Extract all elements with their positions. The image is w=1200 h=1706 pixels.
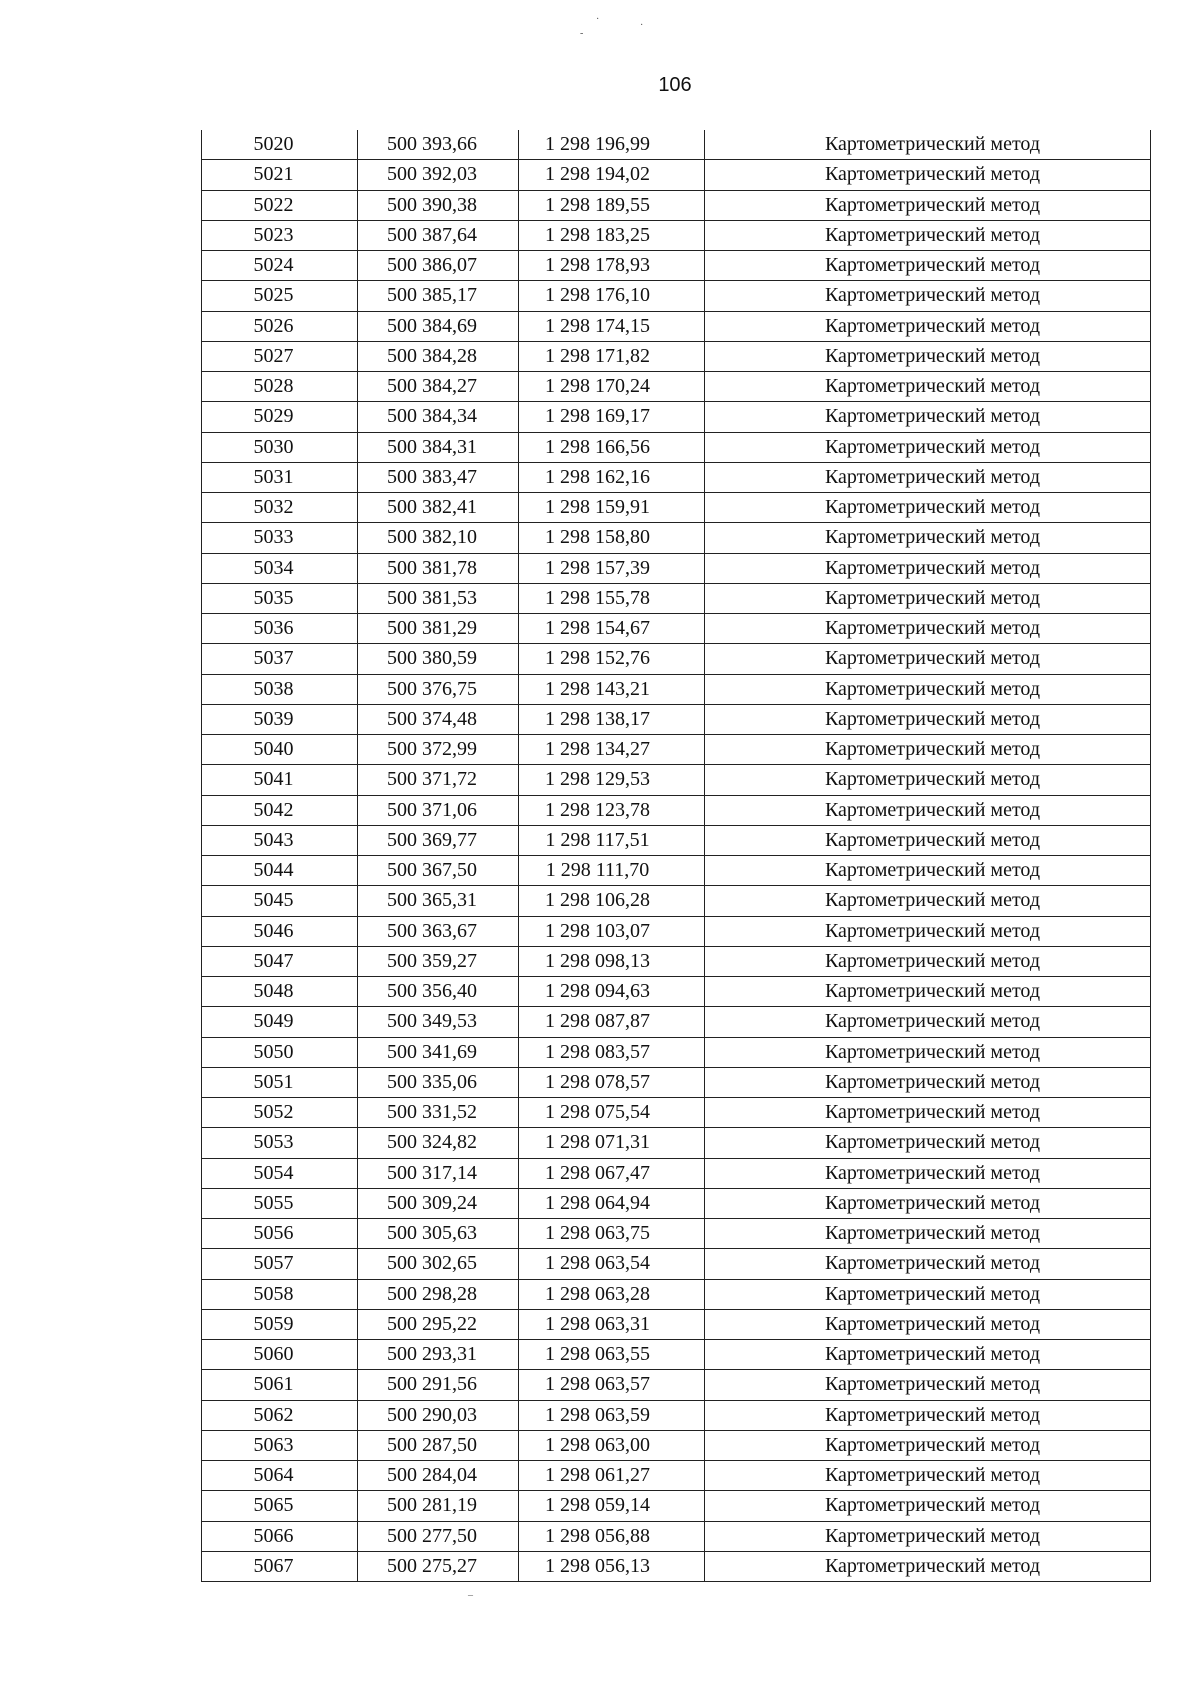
point-number-cell: 5046 (202, 916, 358, 946)
point-number-cell: 5022 (202, 190, 358, 220)
method-cell: Картометрический метод (705, 462, 1151, 492)
point-number-cell: 5041 (202, 765, 358, 795)
method-cell: Картометрический метод (705, 1309, 1151, 1339)
x-coordinate-cell: 500 383,47 (358, 462, 519, 492)
method-cell: Картометрический метод (705, 523, 1151, 553)
y-coordinate-cell: 1 298 063,31 (519, 1309, 705, 1339)
x-coordinate-cell: 500 380,59 (358, 644, 519, 674)
table-row (202, 1279, 1151, 1309)
point-number-cell: 5030 (202, 432, 358, 462)
x-coordinate-cell: 500 381,53 (358, 583, 519, 613)
y-coordinate-cell: 1 298 169,17 (519, 402, 705, 432)
x-coordinate-cell: 500 290,03 (358, 1400, 519, 1430)
point-number-cell: 5064 (202, 1461, 358, 1491)
x-coordinate-cell: 500 341,69 (358, 1037, 519, 1067)
y-coordinate-cell: 1 298 094,63 (519, 977, 705, 1007)
x-coordinate-cell: 500 371,72 (358, 765, 519, 795)
method-cell: Картометрический метод (705, 1521, 1151, 1551)
y-coordinate-cell: 1 298 061,27 (519, 1461, 705, 1491)
method-cell: Картометрический метод (705, 1370, 1151, 1400)
method-cell: Картометрический метод (705, 1067, 1151, 1097)
table-row (202, 644, 1151, 674)
y-coordinate-cell: 1 298 056,13 (519, 1551, 705, 1581)
table-row (202, 946, 1151, 976)
point-number-cell: 5058 (202, 1279, 358, 1309)
method-cell: Картометрический метод (705, 614, 1151, 644)
point-number-cell: 5061 (202, 1370, 358, 1400)
y-coordinate-cell: 1 298 138,17 (519, 704, 705, 734)
method-cell: Картометрический метод (705, 977, 1151, 1007)
method-cell: Картометрический метод (705, 160, 1151, 190)
method-cell: Картометрический метод (705, 704, 1151, 734)
point-number-cell: 5054 (202, 1158, 358, 1188)
y-coordinate-cell: 1 298 157,39 (519, 553, 705, 583)
y-coordinate-cell: 1 298 129,53 (519, 765, 705, 795)
method-cell: Картометрический метод (705, 946, 1151, 976)
x-coordinate-cell: 500 384,28 (358, 341, 519, 371)
point-number-cell: 5067 (202, 1551, 358, 1581)
coordinates-table (201, 130, 1151, 1582)
table-row (202, 190, 1151, 220)
table-row (202, 674, 1151, 704)
x-coordinate-cell: 500 363,67 (358, 916, 519, 946)
method-cell: Картометрический метод (705, 765, 1151, 795)
x-coordinate-cell: 500 277,50 (358, 1521, 519, 1551)
point-number-cell: 5031 (202, 462, 358, 492)
method-cell: Картометрический метод (705, 583, 1151, 613)
point-number-cell: 5052 (202, 1098, 358, 1128)
method-cell: Картометрический метод (705, 1400, 1151, 1430)
x-coordinate-cell: 500 387,64 (358, 220, 519, 250)
scan-speck: · (596, 14, 600, 25)
y-coordinate-cell: 1 298 189,55 (519, 190, 705, 220)
method-cell: Картометрический метод (705, 886, 1151, 916)
x-coordinate-cell: 500 317,14 (358, 1158, 519, 1188)
y-coordinate-cell: 1 298 154,67 (519, 614, 705, 644)
method-cell: Картометрический метод (705, 1340, 1151, 1370)
table-row (202, 1491, 1151, 1521)
y-coordinate-cell: 1 298 162,16 (519, 462, 705, 492)
x-coordinate-cell: 500 369,77 (358, 825, 519, 855)
point-number-cell: 5043 (202, 825, 358, 855)
x-coordinate-cell: 500 331,52 (358, 1098, 519, 1128)
y-coordinate-cell: 1 298 063,75 (519, 1219, 705, 1249)
x-coordinate-cell: 500 385,17 (358, 281, 519, 311)
y-coordinate-cell: 1 298 178,93 (519, 251, 705, 281)
table-row (202, 1067, 1151, 1097)
y-coordinate-cell: 1 298 111,70 (519, 856, 705, 886)
x-coordinate-cell: 500 281,19 (358, 1491, 519, 1521)
point-number-cell: 5045 (202, 886, 358, 916)
method-cell: Картометрический метод (705, 220, 1151, 250)
y-coordinate-cell: 1 298 067,47 (519, 1158, 705, 1188)
method-cell: Картометрический метод (705, 251, 1151, 281)
point-number-cell: 5048 (202, 977, 358, 1007)
point-number-cell: 5037 (202, 644, 358, 674)
method-cell: Картометрический метод (705, 281, 1151, 311)
method-cell: Картометрический метод (705, 1128, 1151, 1158)
method-cell: Картометрический метод (705, 190, 1151, 220)
x-coordinate-cell: 500 291,56 (358, 1370, 519, 1400)
point-number-cell: 5044 (202, 856, 358, 886)
method-cell: Картометрический метод (705, 402, 1151, 432)
table-row (202, 281, 1151, 311)
y-coordinate-cell: 1 298 158,80 (519, 523, 705, 553)
table-row (202, 765, 1151, 795)
point-number-cell: 5021 (202, 160, 358, 190)
table-row (202, 160, 1151, 190)
table-row (202, 1188, 1151, 1218)
method-cell: Картометрический метод (705, 644, 1151, 674)
x-coordinate-cell: 500 275,27 (358, 1551, 519, 1581)
point-number-cell: 5060 (202, 1340, 358, 1370)
y-coordinate-cell: 1 298 063,59 (519, 1400, 705, 1430)
x-coordinate-cell: 500 382,41 (358, 493, 519, 523)
table-row (202, 825, 1151, 855)
method-cell: Картометрический метод (705, 1430, 1151, 1460)
table-row (202, 130, 1151, 160)
x-coordinate-cell: 500 309,24 (358, 1188, 519, 1218)
x-coordinate-cell: 500 359,27 (358, 946, 519, 976)
y-coordinate-cell: 1 298 063,54 (519, 1249, 705, 1279)
x-coordinate-cell: 500 381,29 (358, 614, 519, 644)
point-number-cell: 5057 (202, 1249, 358, 1279)
x-coordinate-cell: 500 384,27 (358, 372, 519, 402)
table-row (202, 886, 1151, 916)
y-coordinate-cell: 1 298 166,56 (519, 432, 705, 462)
y-coordinate-cell: 1 298 152,76 (519, 644, 705, 674)
x-coordinate-cell: 500 372,99 (358, 735, 519, 765)
scan-speck: – (468, 1590, 473, 1601)
y-coordinate-cell: 1 298 176,10 (519, 281, 705, 311)
y-coordinate-cell: 1 298 117,51 (519, 825, 705, 855)
y-coordinate-cell: 1 298 083,57 (519, 1037, 705, 1067)
method-cell: Картометрический метод (705, 553, 1151, 583)
point-number-cell: 5032 (202, 493, 358, 523)
x-coordinate-cell: 500 305,63 (358, 1219, 519, 1249)
table-row (202, 1461, 1151, 1491)
y-coordinate-cell: 1 298 056,88 (519, 1521, 705, 1551)
x-coordinate-cell: 500 392,03 (358, 160, 519, 190)
method-cell: Картометрический метод (705, 735, 1151, 765)
table-row (202, 1551, 1151, 1581)
point-number-cell: 5026 (202, 311, 358, 341)
y-coordinate-cell: 1 298 063,28 (519, 1279, 705, 1309)
x-coordinate-cell: 500 293,31 (358, 1340, 519, 1370)
x-coordinate-cell: 500 386,07 (358, 251, 519, 281)
y-coordinate-cell: 1 298 071,31 (519, 1128, 705, 1158)
method-cell: Картометрический метод (705, 1461, 1151, 1491)
method-cell: Картометрический метод (705, 1037, 1151, 1067)
method-cell: Картометрический метод (705, 1188, 1151, 1218)
point-number-cell: 5066 (202, 1521, 358, 1551)
method-cell: Картометрический метод (705, 1007, 1151, 1037)
point-number-cell: 5023 (202, 220, 358, 250)
y-coordinate-cell: 1 298 106,28 (519, 886, 705, 916)
table-row (202, 311, 1151, 341)
method-cell: Картометрический метод (705, 916, 1151, 946)
x-coordinate-cell: 500 365,31 (358, 886, 519, 916)
method-cell: Картометрический метод (705, 856, 1151, 886)
method-cell: Картометрический метод (705, 432, 1151, 462)
table-row (202, 1430, 1151, 1460)
x-coordinate-cell: 500 287,50 (358, 1430, 519, 1460)
table-row (202, 1128, 1151, 1158)
y-coordinate-cell: 1 298 098,13 (519, 946, 705, 976)
method-cell: Картометрический метод (705, 795, 1151, 825)
y-coordinate-cell: 1 298 183,25 (519, 220, 705, 250)
point-number-cell: 5036 (202, 614, 358, 644)
y-coordinate-cell: 1 298 196,99 (519, 130, 705, 160)
method-cell: Картометрический метод (705, 825, 1151, 855)
page-number: 106 (658, 74, 692, 96)
x-coordinate-cell: 500 371,06 (358, 795, 519, 825)
table-row (202, 1521, 1151, 1551)
point-number-cell: 5039 (202, 704, 358, 734)
x-coordinate-cell: 500 302,65 (358, 1249, 519, 1279)
scan-speck: · (640, 20, 644, 31)
method-cell: Картометрический метод (705, 311, 1151, 341)
y-coordinate-cell: 1 298 063,57 (519, 1370, 705, 1400)
point-number-cell: 5024 (202, 251, 358, 281)
point-number-cell: 5050 (202, 1037, 358, 1067)
y-coordinate-cell: 1 298 171,82 (519, 341, 705, 371)
table-row (202, 856, 1151, 886)
method-cell: Картометрический метод (705, 1491, 1151, 1521)
point-number-cell: 5020 (202, 130, 358, 160)
x-coordinate-cell: 500 376,75 (358, 674, 519, 704)
x-coordinate-cell: 500 356,40 (358, 977, 519, 1007)
table-row (202, 1037, 1151, 1067)
x-coordinate-cell: 500 381,78 (358, 553, 519, 583)
table-row (202, 614, 1151, 644)
table-row (202, 1249, 1151, 1279)
x-coordinate-cell: 500 335,06 (358, 1067, 519, 1097)
table-row (202, 402, 1151, 432)
method-cell: Картометрический метод (705, 1219, 1151, 1249)
point-number-cell: 5049 (202, 1007, 358, 1037)
x-coordinate-cell: 500 349,53 (358, 1007, 519, 1037)
method-cell: Картометрический метод (705, 1098, 1151, 1128)
method-cell: Картометрический метод (705, 372, 1151, 402)
method-cell: Картометрический метод (705, 341, 1151, 371)
x-coordinate-cell: 500 393,66 (358, 130, 519, 160)
table-row (202, 432, 1151, 462)
table-row (202, 341, 1151, 371)
point-number-cell: 5063 (202, 1430, 358, 1460)
y-coordinate-cell: 1 298 134,27 (519, 735, 705, 765)
table-row (202, 1158, 1151, 1188)
y-coordinate-cell: 1 298 159,91 (519, 493, 705, 523)
table-row (202, 1340, 1151, 1370)
point-number-cell: 5034 (202, 553, 358, 583)
table-row (202, 1400, 1151, 1430)
x-coordinate-cell: 500 384,34 (358, 402, 519, 432)
point-number-cell: 5047 (202, 946, 358, 976)
y-coordinate-cell: 1 298 087,87 (519, 1007, 705, 1037)
x-coordinate-cell: 500 390,38 (358, 190, 519, 220)
method-cell: Картометрический метод (705, 130, 1151, 160)
table-row (202, 372, 1151, 402)
point-number-cell: 5035 (202, 583, 358, 613)
table-row (202, 553, 1151, 583)
y-coordinate-cell: 1 298 155,78 (519, 583, 705, 613)
method-cell: Картометрический метод (705, 1249, 1151, 1279)
table-row (202, 916, 1151, 946)
point-number-cell: 5053 (202, 1128, 358, 1158)
point-number-cell: 5025 (202, 281, 358, 311)
y-coordinate-cell: 1 298 078,57 (519, 1067, 705, 1097)
x-coordinate-cell: 500 295,22 (358, 1309, 519, 1339)
y-coordinate-cell: 1 298 194,02 (519, 160, 705, 190)
table-row (202, 704, 1151, 734)
method-cell: Картометрический метод (705, 1158, 1151, 1188)
point-number-cell: 5051 (202, 1067, 358, 1097)
x-coordinate-cell: 500 324,82 (358, 1128, 519, 1158)
table-row (202, 583, 1151, 613)
point-number-cell: 5042 (202, 795, 358, 825)
x-coordinate-cell: 500 298,28 (358, 1279, 519, 1309)
x-coordinate-cell: 500 382,10 (358, 523, 519, 553)
y-coordinate-cell: 1 298 143,21 (519, 674, 705, 704)
method-cell: Картометрический метод (705, 493, 1151, 523)
x-coordinate-cell: 500 367,50 (358, 856, 519, 886)
point-number-cell: 5028 (202, 372, 358, 402)
table-row (202, 1007, 1151, 1037)
point-number-cell: 5065 (202, 1491, 358, 1521)
point-number-cell: 5056 (202, 1219, 358, 1249)
point-number-cell: 5033 (202, 523, 358, 553)
y-coordinate-cell: 1 298 174,15 (519, 311, 705, 341)
y-coordinate-cell: 1 298 064,94 (519, 1188, 705, 1218)
y-coordinate-cell: 1 298 103,07 (519, 916, 705, 946)
method-cell: Картометрический метод (705, 1279, 1151, 1309)
table-row (202, 977, 1151, 1007)
table-row (202, 1219, 1151, 1249)
y-coordinate-cell: 1 298 063,00 (519, 1430, 705, 1460)
method-cell: Картометрический метод (705, 674, 1151, 704)
point-number-cell: 5059 (202, 1309, 358, 1339)
y-coordinate-cell: 1 298 063,55 (519, 1340, 705, 1370)
table-row (202, 220, 1151, 250)
table-row (202, 523, 1151, 553)
y-coordinate-cell: 1 298 059,14 (519, 1491, 705, 1521)
table-row (202, 493, 1151, 523)
y-coordinate-cell: 1 298 075,54 (519, 1098, 705, 1128)
table-row (202, 795, 1151, 825)
x-coordinate-cell: 500 384,69 (358, 311, 519, 341)
y-coordinate-cell: 1 298 123,78 (519, 795, 705, 825)
table-row (202, 251, 1151, 281)
point-number-cell: 5029 (202, 402, 358, 432)
table-row (202, 1309, 1151, 1339)
point-number-cell: 5027 (202, 341, 358, 371)
point-number-cell: 5055 (202, 1188, 358, 1218)
scan-speck: - (580, 28, 584, 39)
point-number-cell: 5038 (202, 674, 358, 704)
method-cell: Картометрический метод (705, 1551, 1151, 1581)
x-coordinate-cell: 500 384,31 (358, 432, 519, 462)
x-coordinate-cell: 500 284,04 (358, 1461, 519, 1491)
table-row (202, 1098, 1151, 1128)
point-number-cell: 5062 (202, 1400, 358, 1430)
table-row (202, 1370, 1151, 1400)
table-row (202, 735, 1151, 765)
point-number-cell: 5040 (202, 735, 358, 765)
y-coordinate-cell: 1 298 170,24 (519, 372, 705, 402)
table-row (202, 462, 1151, 492)
x-coordinate-cell: 500 374,48 (358, 704, 519, 734)
